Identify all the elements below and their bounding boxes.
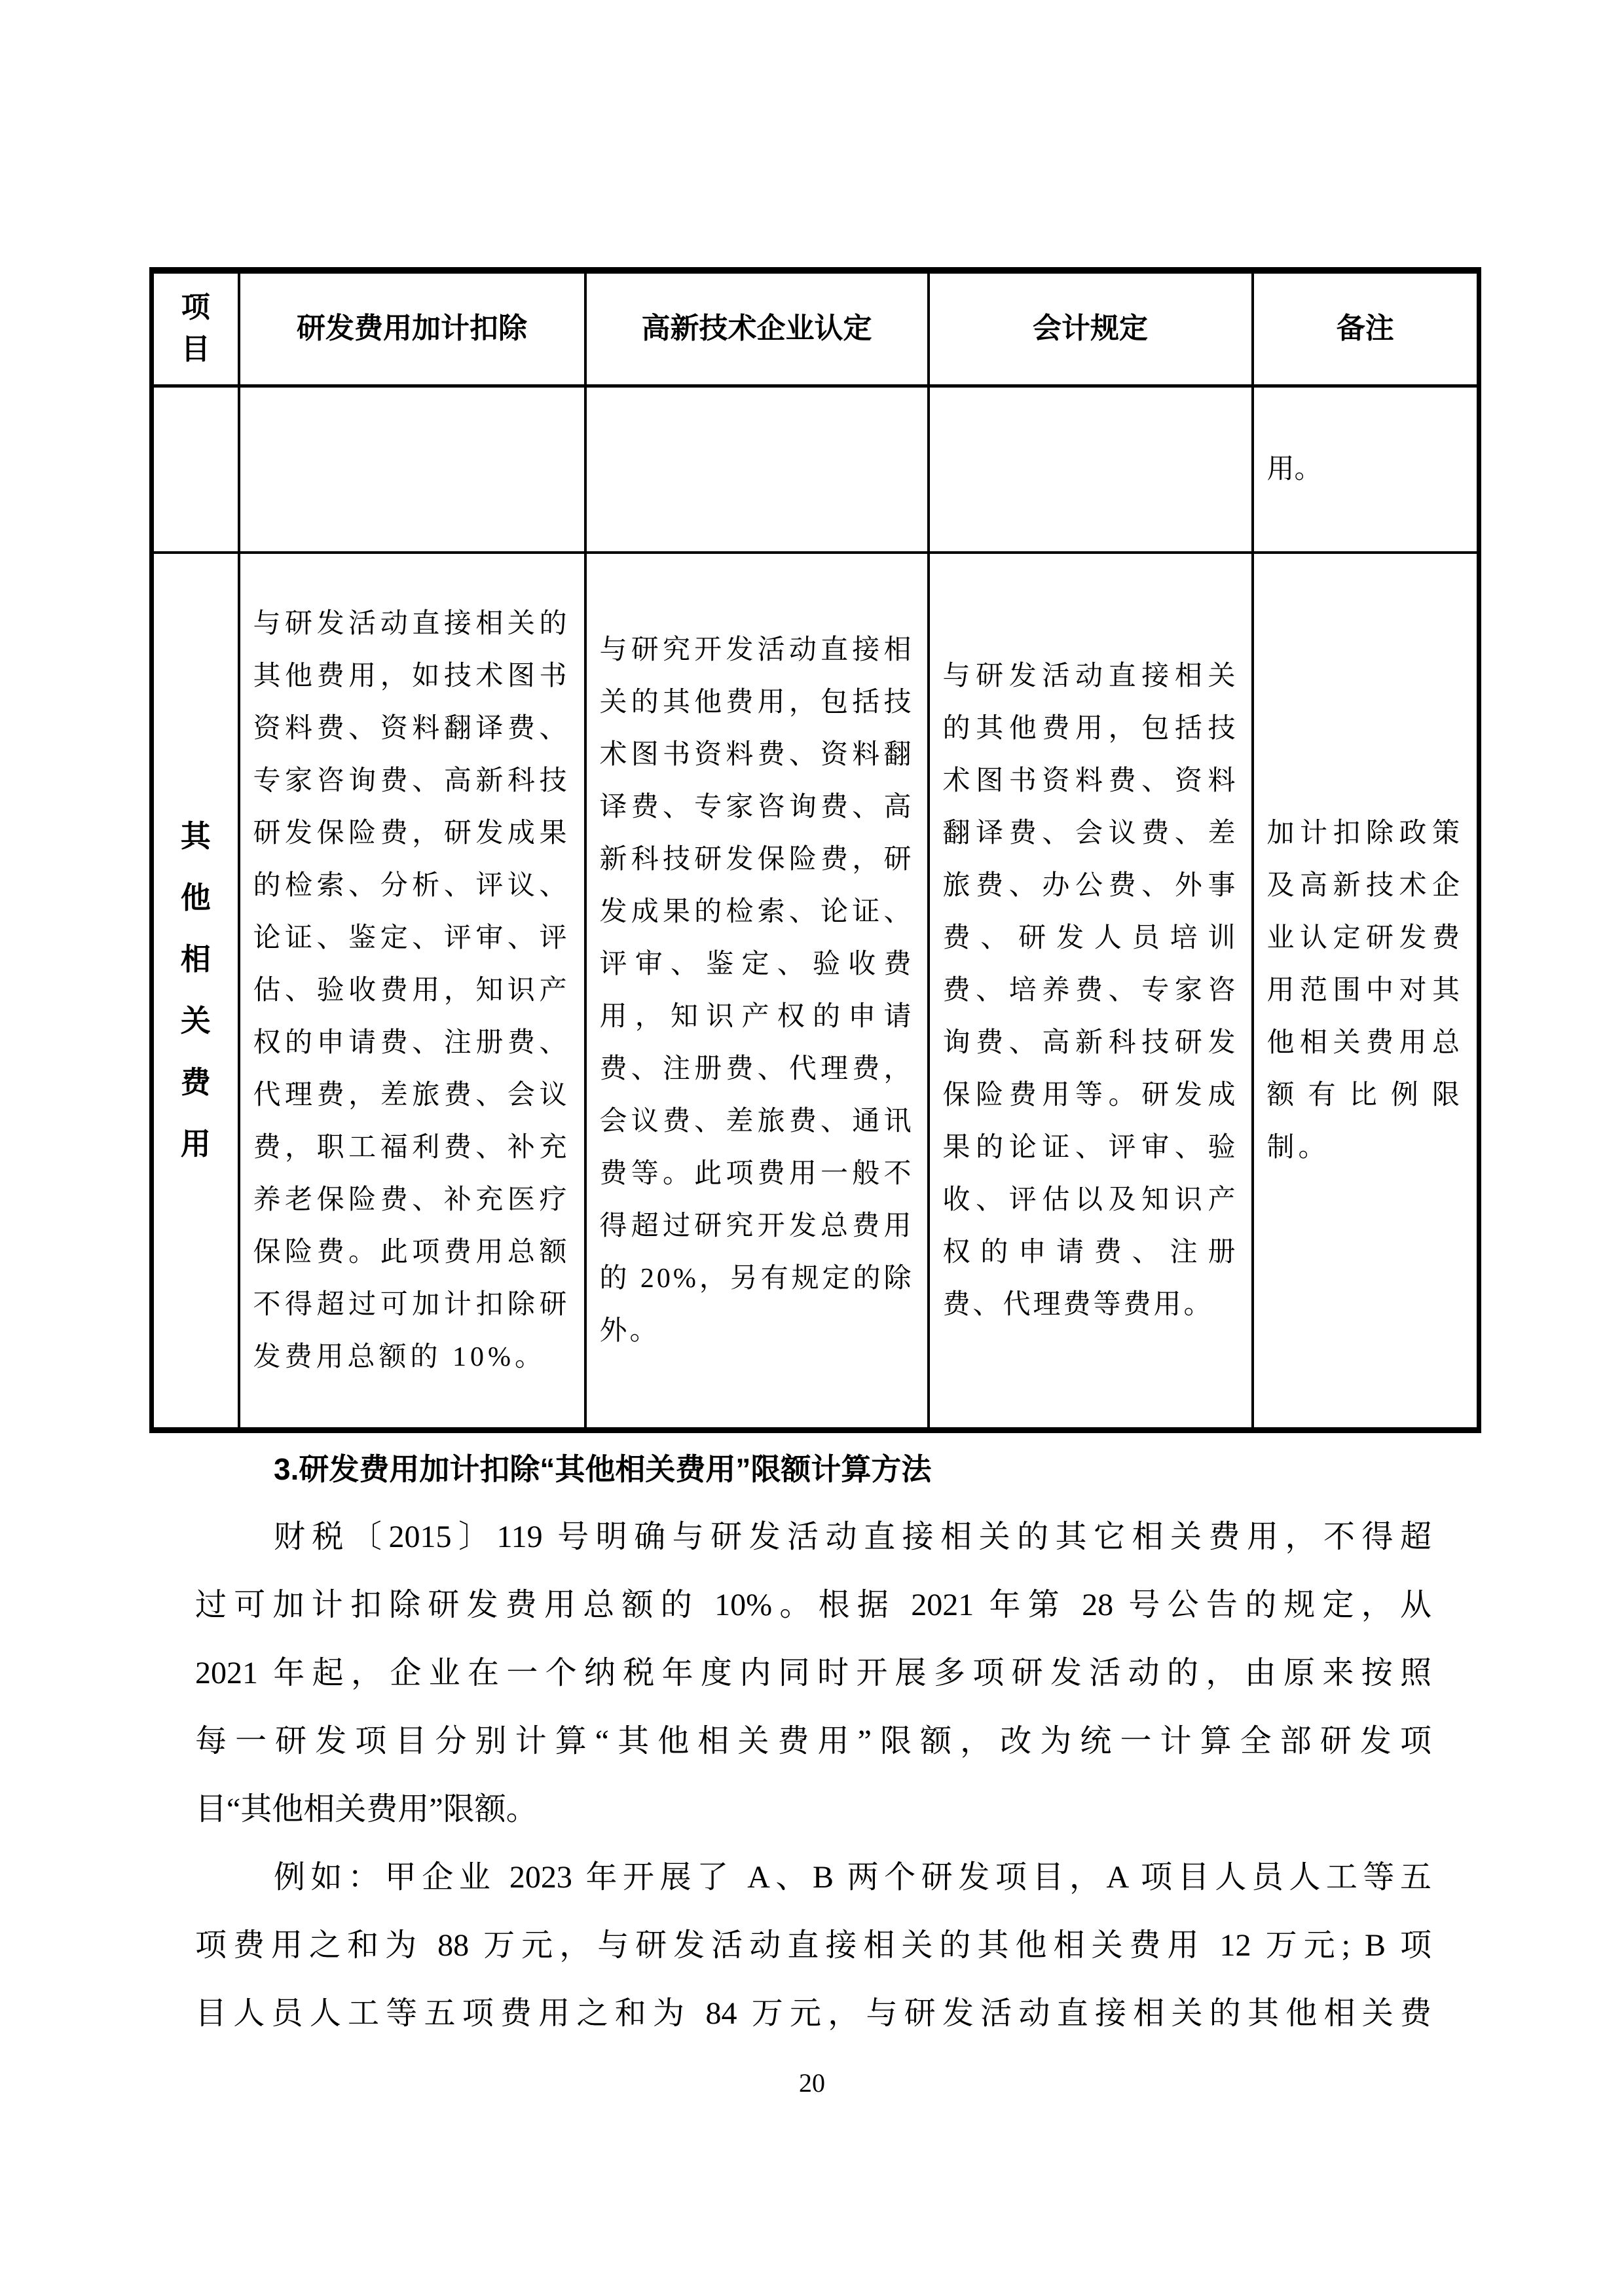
carry-cell-hitech [585,386,929,553]
paragraph-line: 每一研发项目分别计算“其他相关费用”限额，改为统一计算全部研发项 [195,1724,1431,1758]
cell-accounting-rule: 与研发活动直接相关的其他费用，包括技术图书资料费、资料翻译费、会议费、差旅费、办公费、外事费、研发人员培训费、培养费、专家咨询费、高新科技研发保险费用等。研发成果的论证、评审、验收、评估以及知识产权的申请费、注册费、代理费等费用。 [929,553,1253,1430]
table-row-other-fees [152,553,1479,1430]
paragraph-2 [195,1844,1431,2048]
header-project-label: 项目 [181,291,210,366]
table-header-row [152,270,1479,386]
cell-remark: 加计扣除政策及高新技术企业认定研发费用范围中对其他相关费用总额有比例限制。 [1253,553,1479,1430]
carry-cell-rd-deduction [239,386,585,553]
cell-row-label [152,553,239,1430]
paragraph-line: 2021 年起，企业在一个纳税年度内同时开展多项研发活动的，由原来按照 [195,1656,1431,1690]
paragraph-line: 项费用之和为 88 万元，与研发活动直接相关的其他相关费用 12 万元; B 项 [195,1928,1431,1963]
paragraph-line: 目“其他相关费用”限额。 [195,1792,538,1827]
page-number: 20 [799,2068,825,2098]
table-row-carryover [152,386,1479,553]
body-text [195,1435,1431,2048]
section-heading: 3.研发费用加计扣除“其他相关费用”限额计算方法 [274,1452,932,1486]
paragraph-1 [195,1503,1431,1844]
paragraph-line: 例如：甲企业 2023 年开展了 A、B 两个研发项目，A 项目人员人工等五 [274,1860,1431,1895]
comparison-table [149,267,1481,1433]
header-hitech-recognition: 高新技术企业认定 [585,270,929,386]
header-accounting-rule: 会计规定 [929,270,1253,386]
carry-cell-accounting [929,386,1253,553]
row-label-text: 其他相关费用 [180,819,211,1161]
cell-hitech-recognition: 与研究开发活动直接相关的其他费用，包括技术图书资料费、资料翻译费、专家咨询费、高新科技研发保险费，研发成果的检索、论证、评审、鉴定、验收费用，知识产权的申请费、注册费、代理费，会议费、差旅费、通讯费等。此项费用一般不得超过研究开发总费用的 20%，另有规定的除外。 [585,553,929,1430]
header-project [152,270,239,386]
carry-cell-project [152,386,239,553]
header-rd-deduction: 研发费用加计扣除 [239,270,585,386]
header-remark: 备注 [1253,270,1479,386]
paragraph-line: 过可加计扣除研发费用总额的 10%。根据 2021 年第 28 号公告的规定，从 [195,1588,1431,1622]
paragraph-line: 目人员人工等五项费用之和为 84 万元，与研发活动直接相关的其他相关费 [195,1996,1431,2031]
carry-cell-remark: 用。 [1253,386,1479,553]
paragraph-line: 财税〔2015〕119 号明确与研发活动直接相关的其它相关费用，不得超 [274,1520,1431,1554]
cell-rd-deduction: 与研发活动直接相关的其他费用，如技术图书资料费、资料翻译费、专家咨询费、高新科技研发保险费，研发成果的检索、分析、评议、论证、鉴定、评审、评估、验收费用，知识产权的申请费、注册费、代理费，差旅费、会议费，职工福利费、补充养老保险费、补充医疗保险费。此项费用总额不得超过可加计扣除研发费用总额的 10%。 [239,553,585,1430]
